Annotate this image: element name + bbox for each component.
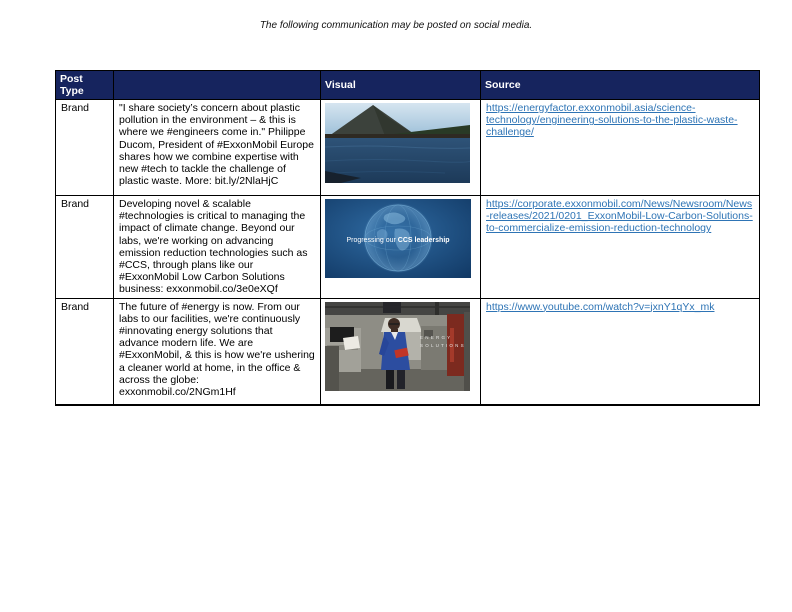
intro-note: The following communication may be posted on social media. xyxy=(259,20,533,31)
source-cell xyxy=(481,298,760,405)
post-type-cell: Brand xyxy=(56,298,114,405)
source-link[interactable]: https://energyfactor.exxonmobil.asia/science-technology/engineering-solutions-to-the-plastic-waste-challenge/ xyxy=(486,102,738,139)
ocean-volcano-coastline-photo xyxy=(325,103,470,183)
social-media-table xyxy=(55,70,760,406)
post-type-cell: Brand xyxy=(56,100,114,196)
visual-cell xyxy=(321,298,481,405)
visual-cell xyxy=(321,196,481,299)
lab-technician-video-still xyxy=(325,302,470,391)
copy-cell: The future of #energy is now. From our labs to our facilities, we're continuously #innovating energy solutions that advance modern life. We are #ExxonMobil, & this is how we're ushering a cleaner world at home, in the office & across the globe: exxonmobil.co/2NGm1Hf xyxy=(114,298,321,405)
post-type-cell: Brand xyxy=(56,196,114,299)
header-visual: Visual xyxy=(321,71,481,100)
header-source: Source xyxy=(481,71,760,100)
source-cell xyxy=(481,196,760,299)
table-header-row xyxy=(56,71,760,100)
source-cell xyxy=(481,100,760,196)
copy-cell: "I share society’s concern about plastic pollution in the environment – & this is where we #engineers come in." Philippe Ducom, President of #ExxonMobil Europe shares how we combine expertise with new #tech to tackle the challenge of plastic waste. More: bit.ly/2NlaHjC xyxy=(114,100,321,196)
digital-globe-graphic xyxy=(325,199,471,278)
source-link[interactable]: https://corporate.exxonmobil.com/News/Newsroom/News-releases/2021/0201_ExxonMobil-Low-Carbon-Solutions-to-commercialize-emission-reduction-technology xyxy=(486,198,753,235)
source-link[interactable]: https://www.youtube.com/watch?v=jxnY1qYx_mk xyxy=(486,300,715,313)
copy-cell: Developing novel & scalable #technologies is critical to managing the impact of climate change. Beyond our labs, we're working on advancing emission reduction technologies such as #CCS, through plans like our #ExxonMobil Low Carbon Solutions business: exxonmobil.co/3e0eXQf xyxy=(114,196,321,299)
globe-caption: Progressing our CCS leadership xyxy=(346,237,450,244)
table-row xyxy=(56,196,760,299)
video-caption-line2: S O L U T I O N S xyxy=(420,342,465,348)
header-post-type: Post Type xyxy=(56,71,114,100)
visual-cell xyxy=(321,100,481,196)
table-row xyxy=(56,298,760,405)
header-copy xyxy=(114,71,321,100)
video-caption-line1: E N E R G Y xyxy=(420,334,451,340)
table-row xyxy=(56,100,760,196)
